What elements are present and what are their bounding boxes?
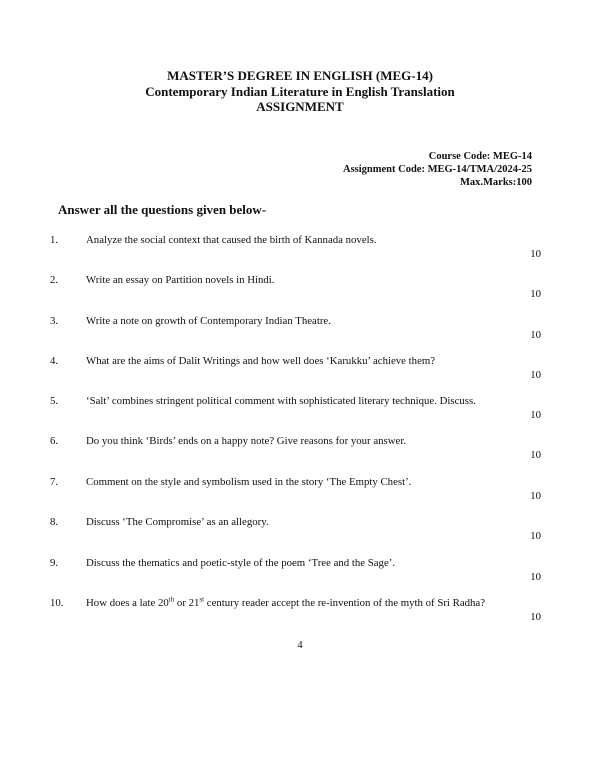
question-marks: 10 xyxy=(530,329,541,341)
course-title: Contemporary Indian Literature in English Translation xyxy=(145,83,455,99)
question-text-part: How does a late 20 xyxy=(86,597,169,609)
question-item xyxy=(0,476,600,516)
question-number: 2. xyxy=(50,274,59,286)
course-codes-block xyxy=(343,150,532,189)
question-item xyxy=(0,274,600,314)
question-text xyxy=(86,597,485,609)
question-item xyxy=(0,395,600,435)
question-marks: 10 xyxy=(530,369,541,381)
question-marks: 10 xyxy=(530,288,541,300)
question-number: 5. xyxy=(50,395,59,407)
question-marks: 10 xyxy=(530,248,541,260)
question-item xyxy=(0,355,600,395)
instruction-text: Answer all the questions given below- xyxy=(58,202,267,217)
question-text-part: century reader accept the re-invention of the myth of Sri Radha? xyxy=(204,597,485,609)
question-item xyxy=(0,435,600,475)
question-text: Discuss the thematics and poetic-style of the poem ‘Tree and the Sage’. xyxy=(86,557,396,569)
question-marks: 10 xyxy=(530,611,541,623)
question-text: Comment on the style and symbolism used in the story ‘The Empty Chest’. xyxy=(86,476,412,488)
question-item xyxy=(0,597,600,637)
question-text: Write a note on growth of Contemporary Indian Theatre. xyxy=(86,315,331,327)
question-text: Analyze the social context that caused the birth of Kannada novels. xyxy=(86,234,377,246)
question-text-part: or 21 xyxy=(174,597,200,609)
question-text: Do you think ‘Birds’ ends on a happy note? Give reasons for your answer. xyxy=(86,435,407,447)
question-number: 10. xyxy=(50,597,64,609)
question-marks: 10 xyxy=(530,409,541,421)
question-number: 7. xyxy=(50,476,59,488)
question-number: 4. xyxy=(50,355,59,367)
course-code: Course Code: MEG-14 xyxy=(428,151,532,162)
document-header xyxy=(0,68,600,115)
ordinal-suffix: st xyxy=(199,595,205,604)
max-marks: Max.Marks:100 xyxy=(459,177,532,188)
question-item xyxy=(0,516,600,556)
question-text: Discuss ‘The Compromise’ as an allegory. xyxy=(86,516,269,528)
question-text: What are the aims of Dalit Writings and how well does ‘Karukku’ achieve them? xyxy=(86,355,436,367)
question-marks: 10 xyxy=(530,530,541,542)
question-item xyxy=(0,315,600,355)
question-number: 1. xyxy=(50,234,59,246)
assignment-code: Assignment Code: MEG-14/TMA/2024-25 xyxy=(343,164,532,175)
question-text: Write an essay on Partition novels in Hindi. xyxy=(86,274,275,286)
assignment-heading: ASSIGNMENT xyxy=(256,99,344,114)
question-marks: 10 xyxy=(530,449,541,461)
question-item xyxy=(0,557,600,597)
question-number: 8. xyxy=(50,516,59,528)
page-number: 4 xyxy=(297,640,303,651)
question-number: 9. xyxy=(50,557,59,569)
question-item xyxy=(0,234,600,274)
ordinal-suffix: th xyxy=(168,595,175,604)
question-number: 3. xyxy=(50,315,59,327)
question-marks: 10 xyxy=(530,490,541,502)
question-text: ‘Salt’ combines stringent political comment with sophisticated literary technique. Discuss. xyxy=(86,395,476,407)
question-marks: 10 xyxy=(530,571,541,583)
question-number: 6. xyxy=(50,435,59,447)
program-title: MASTER’S DEGREE IN ENGLISH (MEG-14) xyxy=(167,68,433,83)
